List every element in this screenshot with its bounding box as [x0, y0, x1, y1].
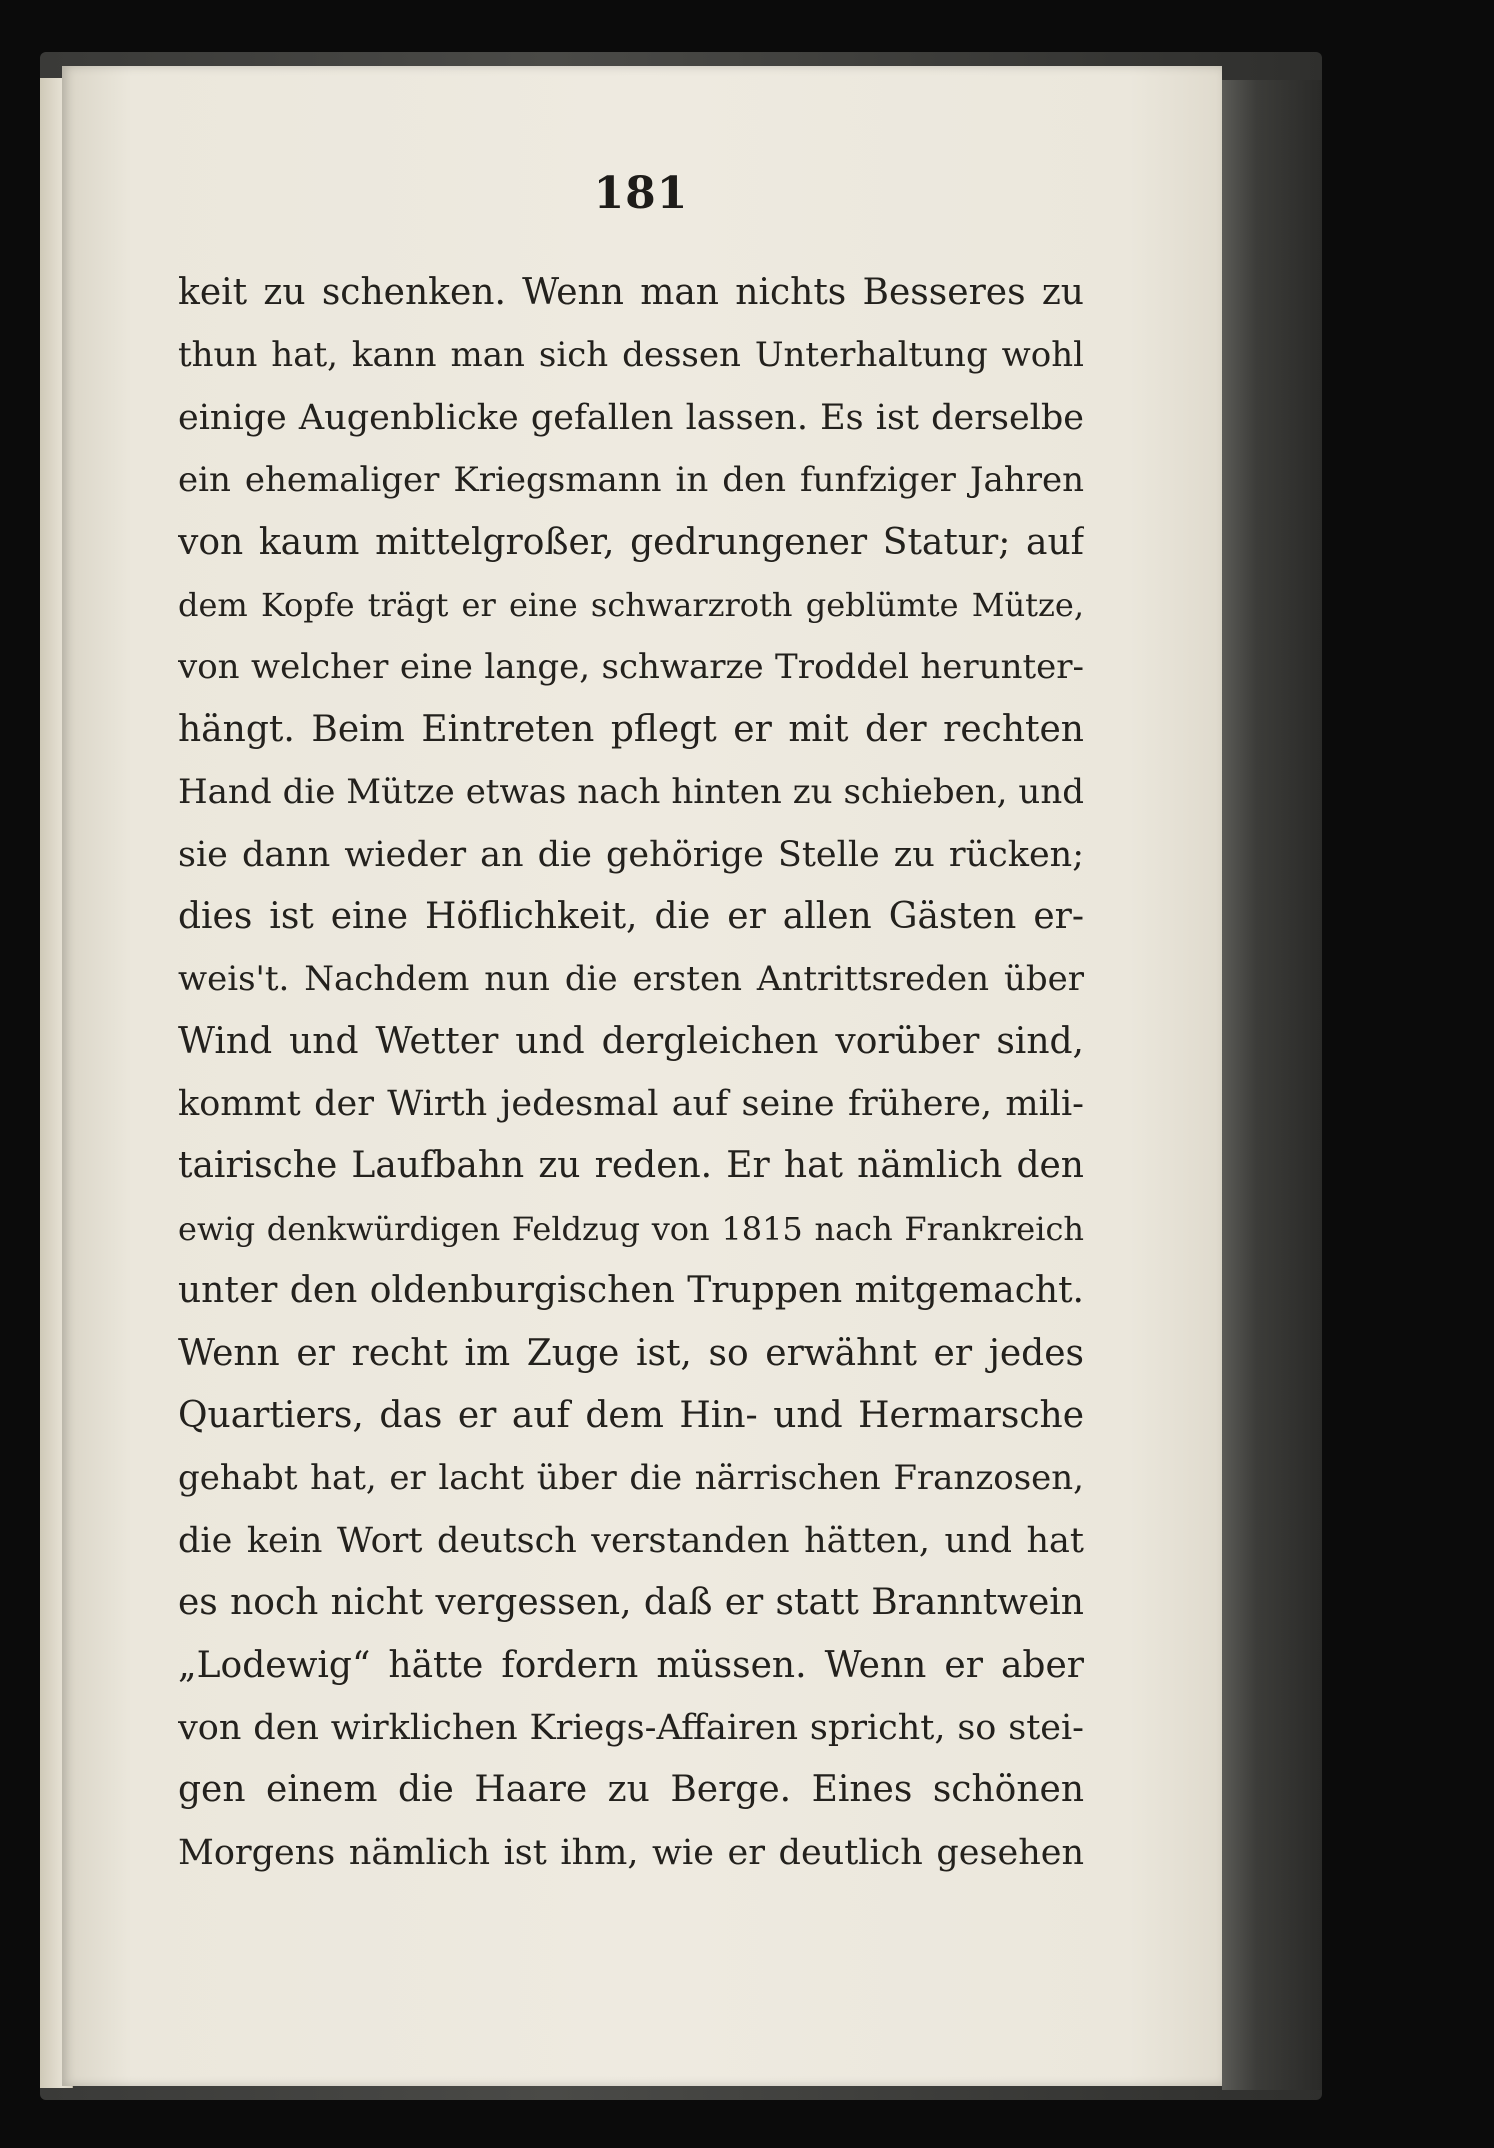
text-line: hängt. Beim Eintreten pflegt er mit der rechten — [178, 708, 1084, 750]
text-line: es noch nicht vergessen, daß er statt Branntwein — [178, 1582, 1084, 1624]
text-line: ewig denkwürdigen Feldzug von 1815 nach Frankreich — [178, 1209, 1084, 1248]
text-line: dies ist eine Höflichkeit, die er allen Gästen er- — [178, 895, 1084, 937]
text-line: von kaum mittelgroßer, gedrungener Statur; auf — [178, 521, 1084, 563]
text-line: die kein Wort deutsch verstanden hätten, und hat — [178, 1520, 1084, 1561]
text-line: Wenn er recht im Zuge ist, so erwähnt er jedes — [178, 1332, 1084, 1374]
text-line: dem Kopfe trägt er eine schwarzroth geblümte Mütze, — [178, 585, 1084, 624]
text-line: weis't. Nachdem nun die ersten Antrittsreden über — [178, 959, 1084, 1000]
text-line: gen einem die Haare zu Berge. Eines schönen — [178, 1769, 1084, 1811]
text-line: von den wirklichen Kriegs-Affairen spricht, so stei- — [178, 1707, 1084, 1748]
text-line: „Lodewig“ hätte fordern müssen. Wenn er aber — [178, 1644, 1084, 1686]
text-line: von welcher eine lange, schwarze Troddel herunter- — [178, 647, 1084, 688]
text-line: keit zu schenken. Wenn man nichts Besseres zu — [178, 272, 1084, 313]
text-line: ein ehemaliger Kriegsmann in den funfziger Jahren — [178, 460, 1084, 501]
text-line: gehabt hat, er lacht über die närrischen Franzosen, — [178, 1458, 1084, 1499]
page-number: 181 — [593, 168, 689, 219]
text-line: tairische Laufbahn zu reden. Er hat nämlich den — [178, 1145, 1084, 1187]
text-line: sie dann wieder an die gehörige Stelle zu rücken; — [178, 834, 1084, 875]
cover-edge — [1222, 80, 1322, 2090]
text-line: Morgens nämlich ist ihm, wie er deutlich gesehen — [178, 1832, 1084, 1873]
text-line: Hand die Mütze etwas nach hinten zu schieben, und — [178, 772, 1084, 813]
text-line: kommt der Wirth jedesmal auf seine frühere, mili- — [178, 1084, 1084, 1125]
body-text — [178, 262, 1084, 1884]
text-line: thun hat, kann man sich dessen Unterhaltung wohl — [178, 335, 1084, 376]
text-line: Quartiers, das er auf dem Hin- und Hermarsche — [178, 1395, 1084, 1437]
text-line: einige Augenblicke gefallen lassen. Es ist derselbe — [178, 397, 1084, 438]
text-line: Wind und Wetter und dergleichen vorüber sind, — [178, 1020, 1084, 1062]
text-line: unter den oldenburgischen Truppen mitgemacht. — [178, 1270, 1084, 1312]
